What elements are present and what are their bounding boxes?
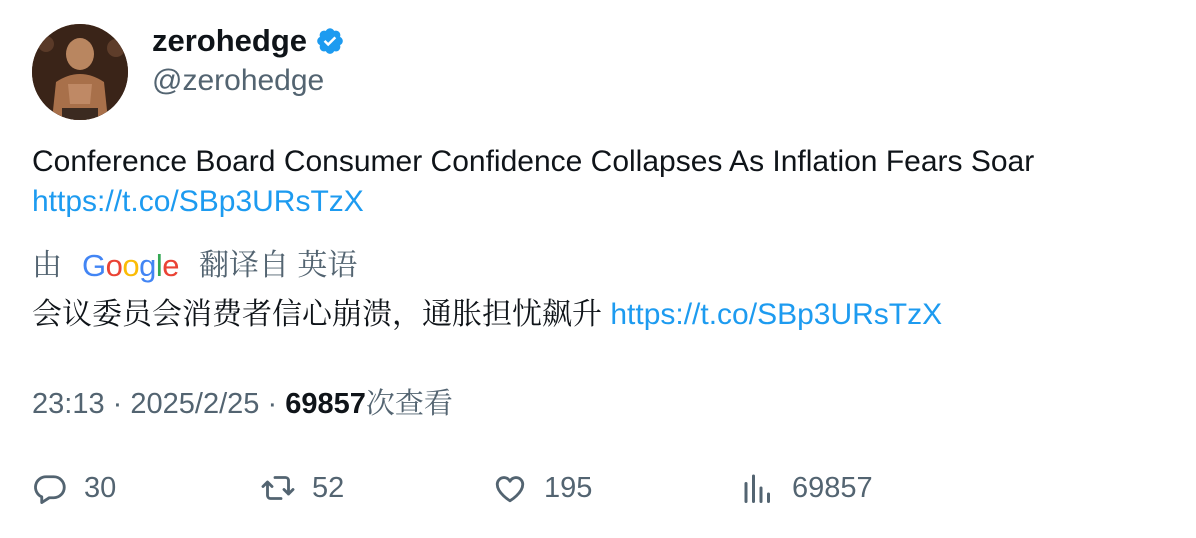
meta-separator-2: · <box>267 388 278 420</box>
tweet-meta <box>32 384 453 424</box>
author-name-row[interactable] <box>152 22 345 60</box>
avatar-image <box>32 24 128 120</box>
avatar[interactable] <box>32 24 128 120</box>
translated-body: 会议委员会消费者信心崩溃，通胀担忧飙升 <box>32 298 602 331</box>
author-handle[interactable]: @zerohedge <box>152 64 325 97</box>
like-button[interactable] <box>492 470 592 506</box>
retweet-button[interactable] <box>260 470 344 506</box>
meta-separator: · <box>112 388 123 420</box>
verified-badge-icon <box>315 26 345 56</box>
tweet-link[interactable]: https://t.co/SBp3URsTzX <box>32 185 364 218</box>
translation-attribution <box>32 246 357 286</box>
translation-prefix: 由 <box>32 249 62 282</box>
view-count: 69857 <box>285 388 366 420</box>
translation-suffix: 翻译自 英语 <box>199 249 358 282</box>
action-bar <box>32 470 932 514</box>
retweet-icon <box>260 470 296 506</box>
tweet-text <box>32 142 1172 222</box>
like-count: 195 <box>544 471 593 504</box>
view-count-label: 次查看 <box>365 388 453 420</box>
reply-count: 30 <box>84 471 117 504</box>
analytics-icon <box>740 470 776 506</box>
translated-link[interactable]: https://t.co/SBp3URsTzX <box>610 298 943 331</box>
views-count: 69857 <box>792 471 873 504</box>
translated-text <box>32 295 942 335</box>
heart-icon <box>492 470 528 506</box>
tweet-date[interactable]: 2025/2/25 <box>130 388 260 420</box>
tweet-body: Conference Board Consumer Confidence Collapses As Inflation Fears Soar <box>32 145 1035 178</box>
reply-icon <box>32 470 68 506</box>
views-button[interactable] <box>740 470 873 506</box>
author-display-name[interactable]: zerohedge <box>152 23 308 58</box>
tweet-time[interactable]: 23:13 <box>32 388 105 420</box>
retweet-count: 52 <box>312 471 345 504</box>
google-logo: Google <box>82 248 180 283</box>
reply-button[interactable] <box>32 470 116 506</box>
